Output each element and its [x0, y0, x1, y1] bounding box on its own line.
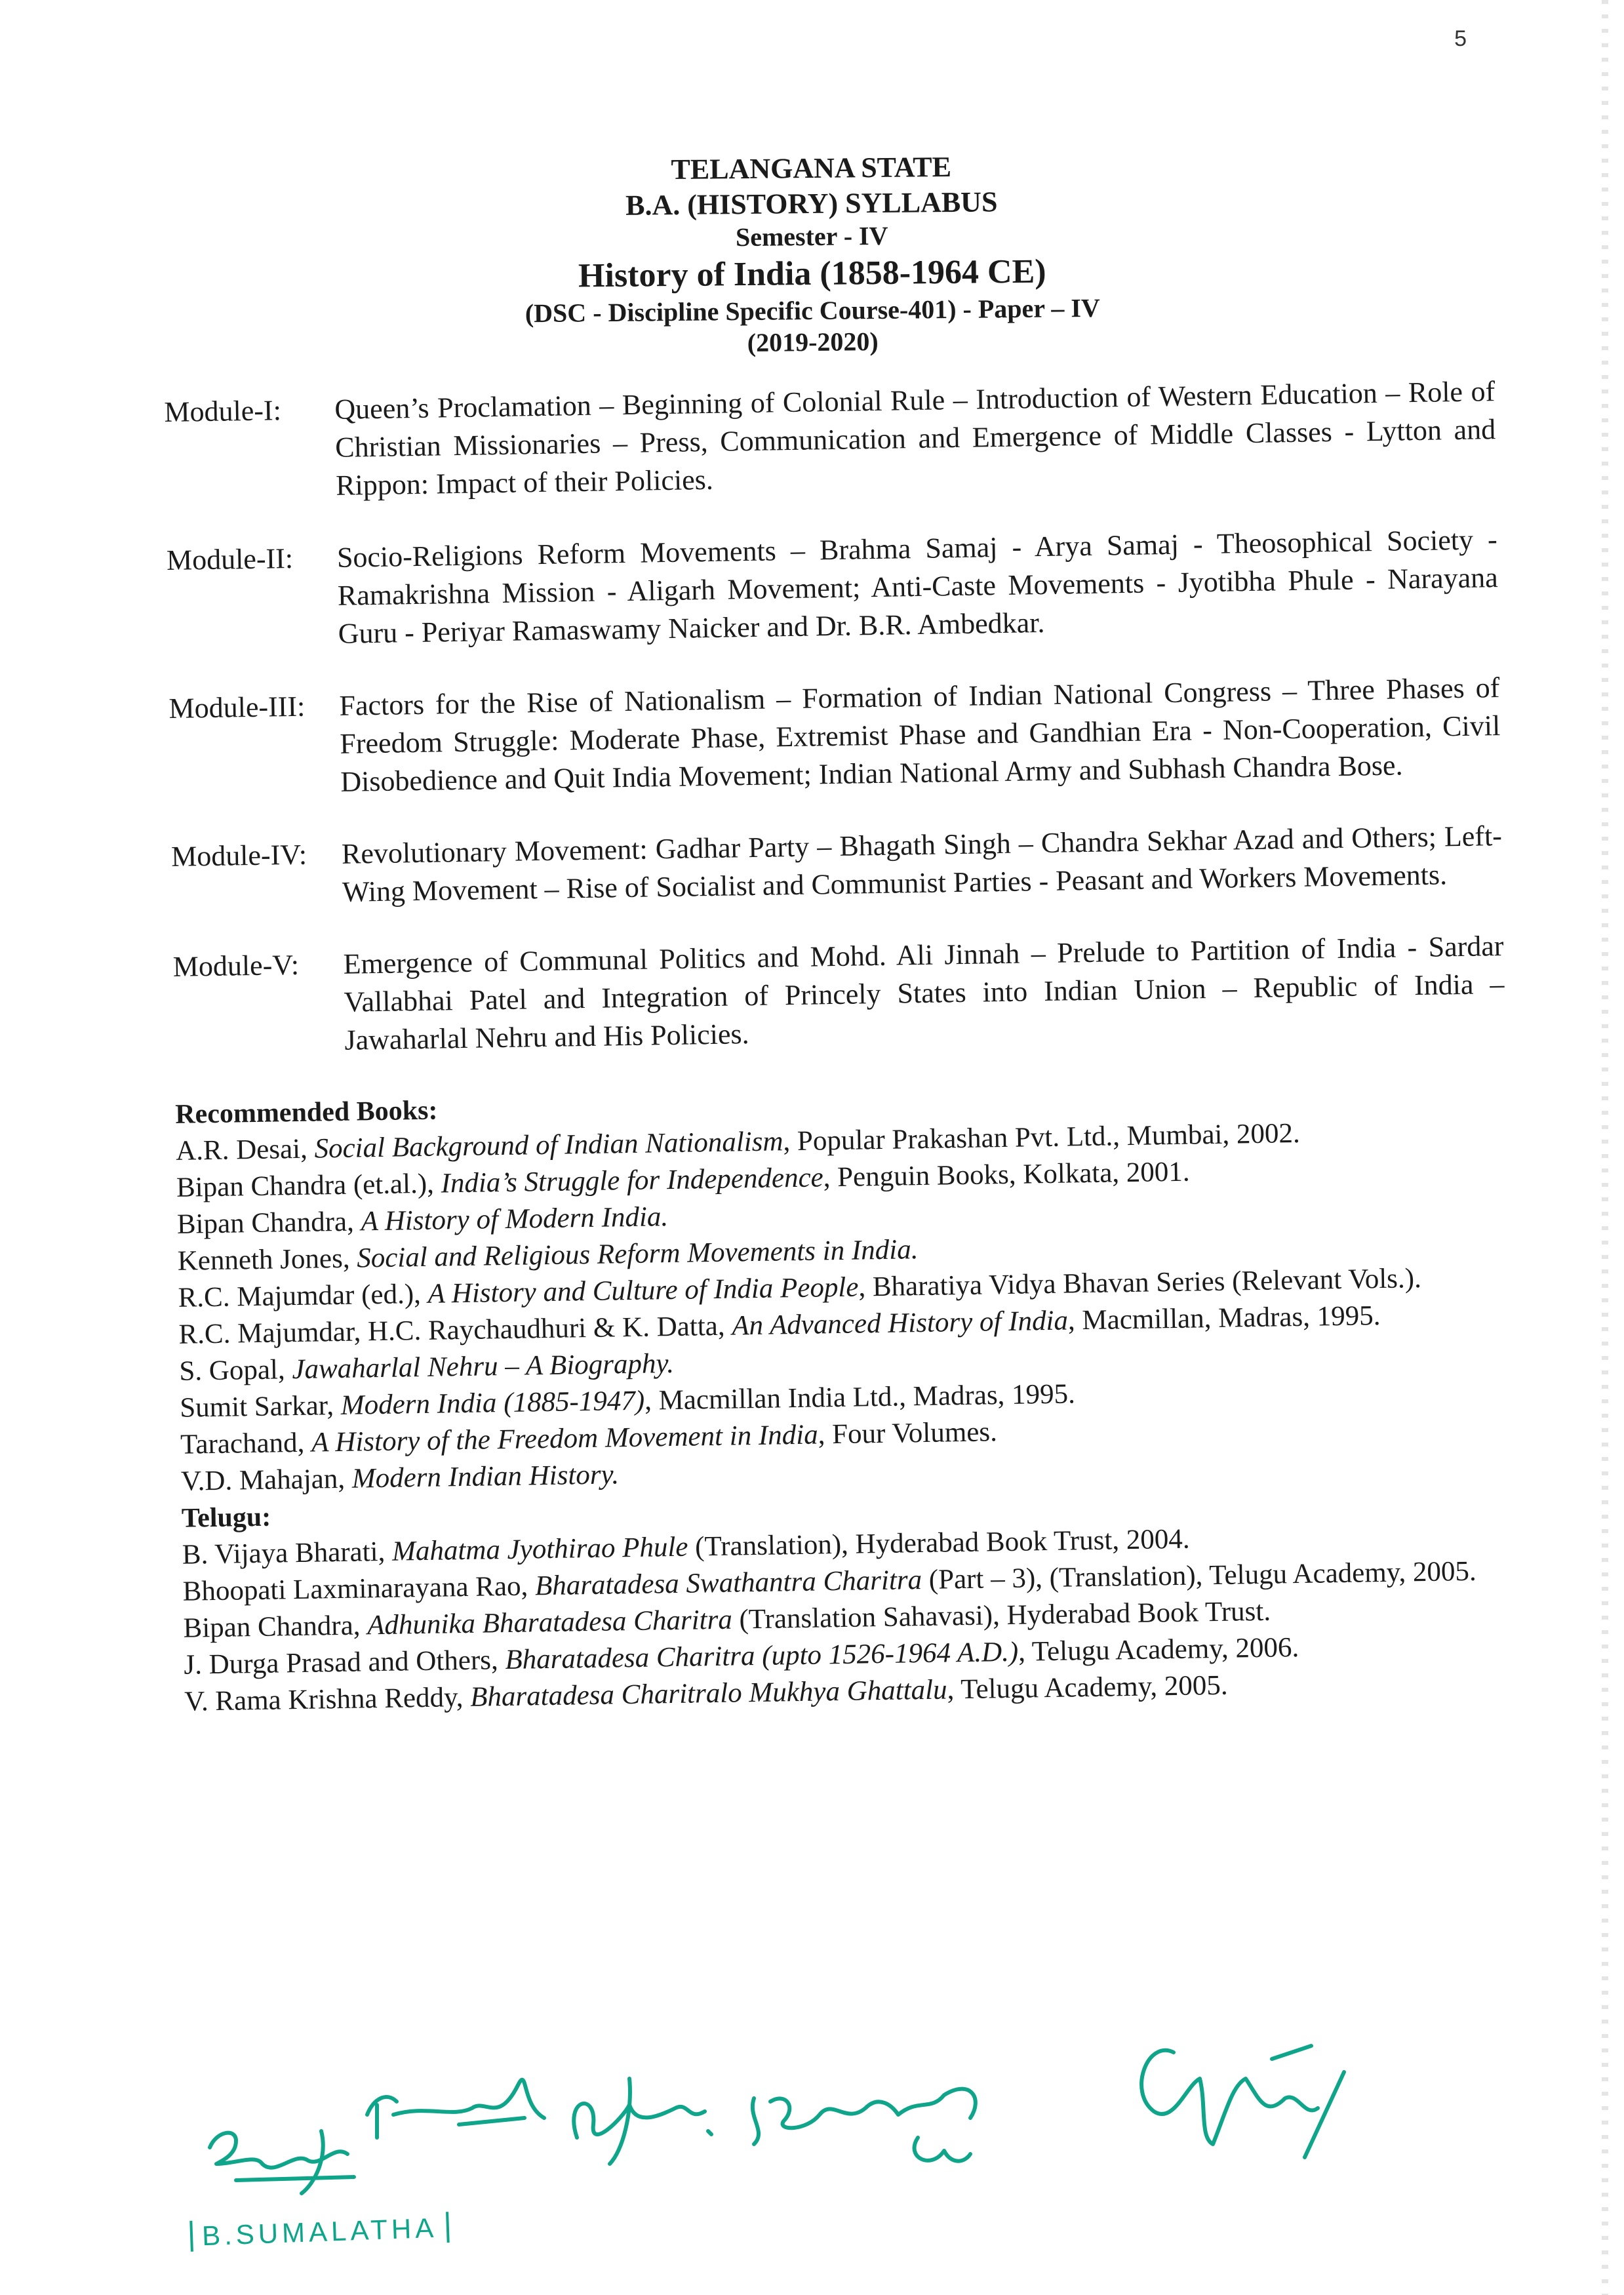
syllabus-body	[164, 372, 1516, 1721]
book-publisher: (Part – 3), (Translation), Telugu Academy, 2005.	[921, 1555, 1477, 1596]
book-title: Adhunika Bharatadesa Charitra	[366, 1604, 733, 1641]
book-title: Bharatadesa Swathantra Charitra	[534, 1565, 922, 1602]
semester-label: Semester - IV	[735, 221, 888, 252]
syllabus-header	[0, 143, 1624, 367]
book-publisher: (Translation), Hyderabad Book Trust, 2004.	[688, 1523, 1190, 1563]
module-label: Module-II:	[166, 542, 294, 576]
name-stamp	[189, 2212, 450, 2252]
signature-1	[367, 2080, 544, 2138]
book-author: B. Vijaya Bharati,	[182, 1536, 393, 1570]
module-text: Queen’s Proclamation – Beginning of Colonial Rule – Introduction of Western Education – Role of Christian Missionaries – Press, Communication and Emergence of Middle Classes - Lytton and Rippon: Impact of their Policies.	[334, 375, 1496, 502]
book-publisher: (Translation Sahavasi), Hyderabad Book Trust.	[732, 1595, 1271, 1635]
book-title: An Advanced History of India	[731, 1305, 1069, 1342]
book-publisher: , Telugu Academy, 2006.	[1018, 1632, 1299, 1667]
book-author: A.R. Desai,	[175, 1133, 315, 1167]
telugu-books-heading: Telugu:	[181, 1502, 271, 1534]
book-title: Bharatadesa Charitralo Mukhya Ghattalu	[469, 1674, 947, 1713]
stamp-text: B.SUMALATHA	[189, 2212, 450, 2252]
state-title: TELANGANA STATE	[671, 150, 952, 186]
course-code: (DSC - Discipline Specific Course-401) - Paper – IV	[525, 292, 1100, 328]
book-author: Bipan Chandra (et.al.),	[176, 1168, 441, 1203]
book-title: Bharatadesa Charitra (upto 1526-1964 A.D.)	[505, 1636, 1019, 1676]
book-publisher: , Telugu Academy, 2005.	[947, 1669, 1228, 1706]
book-author: J. Durga Prasad and Others,	[184, 1645, 505, 1681]
module-2	[167, 521, 1499, 656]
paper-title: History of India (1858-1964 CE)	[578, 252, 1046, 295]
book-author: Bhoopati Laxminarayana Rao,	[182, 1570, 536, 1607]
book-title: A History and Culture of India People	[427, 1271, 859, 1309]
book-author: S. Gopal,	[179, 1354, 292, 1387]
book-title: Social and Religious Reform Movements in India.	[356, 1234, 919, 1274]
module-5	[172, 927, 1505, 1062]
book-author: R.C. Majumdar, H.C. Raychaudhuri & K. Datta,	[178, 1310, 732, 1350]
book-title: India’s Struggle for Independence	[441, 1162, 824, 1199]
signature-3	[753, 2089, 976, 2161]
module-label: Module-III:	[168, 690, 306, 725]
book-title: Mahatma Jyothirao Phule	[391, 1531, 688, 1567]
recommended-books-heading: Recommended Books:	[174, 1095, 438, 1130]
book-title: Modern India (1885-1947)	[340, 1385, 645, 1421]
book-author: R.C. Majumdar (ed.),	[178, 1278, 428, 1313]
telugu-books-list	[182, 1516, 1515, 1721]
module-text: Revolutionary Movement: Gadhar Party – Bhagath Singh – Chandra Sekhar Azad and Others; Left-Wing Movement – Rise of Socialist and Communist Parties - Peasant and Workers Movements.	[341, 820, 1503, 908]
book-title: A History of the Freedom Movement in India	[311, 1419, 819, 1458]
book-author: Tarachand,	[180, 1427, 312, 1460]
book-title: Modern Indian History.	[351, 1459, 620, 1494]
book-publisher: , Bharatiya Vidya Bhavan Series (Relevant Vols.).	[858, 1263, 1422, 1303]
course-title: B.A. (HISTORY) SYLLABUS	[625, 185, 998, 222]
module-label: Module-V:	[172, 948, 300, 983]
book-author: Kenneth Jones,	[177, 1243, 357, 1277]
book-author: V. Rama Krishna Reddy,	[184, 1681, 471, 1717]
book-author: V.D. Mahajan,	[180, 1463, 353, 1497]
book-author: Bipan Chandra,	[183, 1610, 368, 1644]
signature-5	[210, 2131, 354, 2193]
signature-4	[1141, 2046, 1344, 2157]
academic-year: (2019-2020)	[747, 327, 879, 358]
book-title: Jawaharlal Nehru – A Biography.	[292, 1347, 675, 1386]
module-4	[171, 817, 1503, 914]
book-publisher: , Macmillan, Madras, 1995.	[1067, 1300, 1381, 1336]
page-number: 5	[1454, 26, 1467, 51]
recommended-books-list	[176, 1112, 1513, 1500]
book-author: Bipan Chandra,	[176, 1206, 361, 1240]
book-author: Sumit Sarkar,	[179, 1389, 342, 1424]
book-publisher: , Four Volumes.	[818, 1416, 998, 1450]
module-text: Factors for the Rise of Nationalism – Formation of Indian National Congress – Three Phases of Freedom Struggle: Moderate Phase, Extremist Phase and Gandhian Era - Non-Cooperation, Civil Disobedience and Quit India Movement; Indian National Army and Subhash Chandra Bose.	[339, 671, 1501, 798]
module-3	[168, 669, 1501, 804]
book-publisher: , Popular Prakashan Pvt. Ltd., Mumbai, 2002.	[783, 1117, 1301, 1157]
signature-2	[574, 2079, 711, 2164]
book-title: Social Background of Indian Nationalism	[314, 1126, 783, 1165]
book-title: A History of Modern India.	[361, 1201, 669, 1237]
module-1	[164, 372, 1496, 508]
module-text: Socio-Religions Reform Movements – Brahma Samaj - Arya Samaj - Theosophical Society - Ramakrishna Mission - Aligarh Movement; Anti-Caste Movements - Jyotibha Phule - Narayana Guru - Periyar Ramaswamy Naicker and Dr. B.R. Ambedkar.	[336, 523, 1499, 650]
book-publisher: , Macmillan India Ltd., Madras, 1995.	[644, 1378, 1076, 1416]
book-publisher: , Penguin Books, Kolkata, 2001.	[823, 1156, 1190, 1193]
module-label: Module-IV:	[170, 838, 307, 873]
module-label: Module-I:	[164, 394, 282, 428]
module-text: Emergence of Communal Politics and Mohd. Ali Jinnah – Prelude to Partition of India - Sardar Vallabhai Patel and Integration of Princely States into Indian Union – Republic of India – Jawaharlal Nehru and His Policies.	[343, 930, 1505, 1056]
